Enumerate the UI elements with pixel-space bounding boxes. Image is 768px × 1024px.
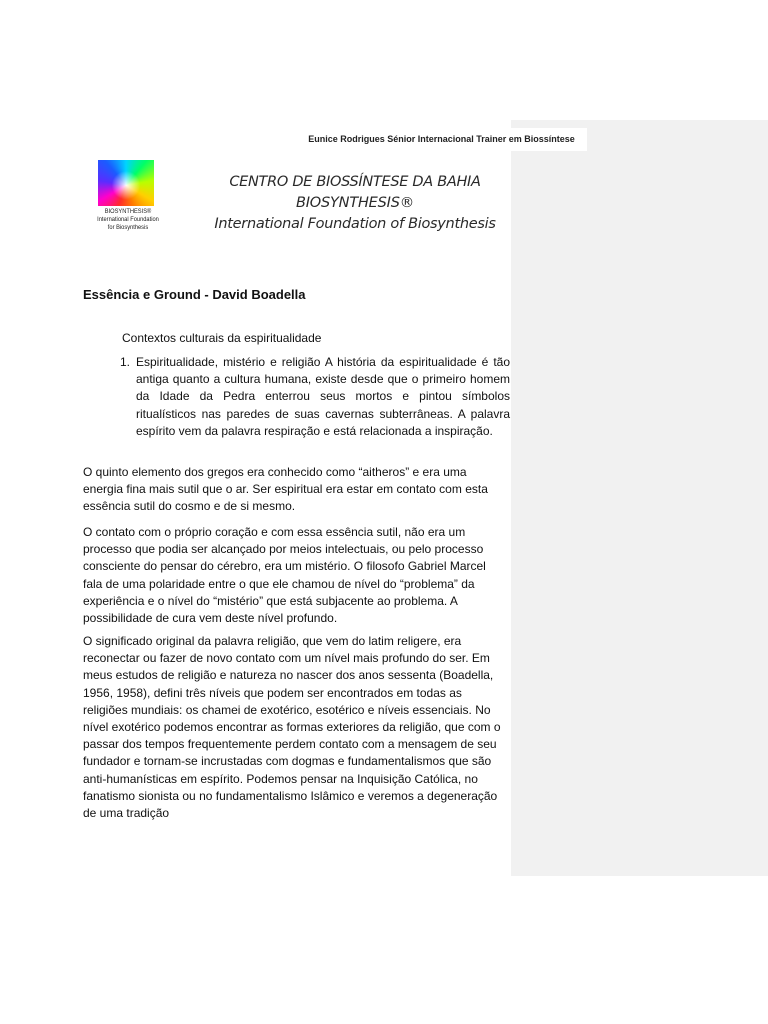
logo-caption-line: for Biosynthesis — [107, 224, 149, 232]
body-paragraph — [83, 524, 505, 627]
logo-caption-line: International Foundation — [97, 216, 159, 224]
comment-margin-pane — [511, 120, 768, 876]
body-paragraph — [83, 633, 505, 822]
body-paragraph — [83, 464, 505, 516]
list-item-number: 1. — [120, 355, 131, 369]
paragraph-text: O significado original da palavra religião, que vem do latim religere, era reconectar ou fazer de novo contato com um nível mais profundo do ser. Em meus estudos de religião e natureza no nascer dos anos sessenta (Boadella, 1956, 1958), defini três níveis que podem ser encontrados em todas as religiões mundiais: os chamei de exotérico, esotérico e níveis essenciais. No nível exotérico podemos encontrar as formas exteriores da religião, que com o passar dos tempos frequentemente perdem contato com a mensagem de seu fundador e tornam-se incrustadas com dogmas e fundamentalismos que são anti-humanísticas em espírito. Podemos pensar na Inquisição Católica, no fanatismo sionista ou no fundamentalismo Islâmico e veremos a degeneração de uma tradição — [83, 634, 501, 821]
list-item — [120, 354, 510, 440]
document-title: Essência e Ground - David Boadella — [83, 287, 306, 302]
paragraph-text: O contato com o próprio coração e com essa essência sutil, não era um processo que podia ser alcançado por meios intelectuais, ou pelo processo consciente do pensar do cérebro, era um mistério. O filosofo Gabriel Marcel fala de uma polaridade entre o que ele chamou de nível do “problema” da experiência e o nível do “mistério” que está subjacente ao problema. A possibilidade de cura vem deste nível profundo. — [83, 525, 486, 626]
banner-line-biosynthesis: BIOSYNTHESIS® — [295, 195, 415, 211]
organization-banner — [205, 172, 505, 235]
biosynthesis-logo-icon — [98, 160, 154, 206]
section-subheading: Contextos culturais da espiritualidade — [122, 331, 322, 345]
banner-line-centro: CENTRO DE BIOSSÍNTESE DA BAHIA — [229, 174, 481, 190]
list-item-text: Espiritualidade, mistério e religião A história da espiritualidade é tão antiga quanto a cultura humana, existe desde que o primeiro homem da Idade da Pedra enterrou seus mortos e pintou símbolos ritualísticos nas paredes de suas cavernas subterrâneas. A palavra espírito vem da palavra respiração e está relacionada a inspiração. — [136, 355, 510, 438]
numbered-list — [120, 354, 510, 440]
banner-line-foundation: International Foundation of Biosynthesis — [214, 216, 496, 232]
logo-caption-line: BIOSYNTHESIS® — [104, 208, 152, 215]
header-author-note: Eunice Rodrigues Sénior Internacional Trainer em Biossíntese — [296, 128, 587, 151]
paragraph-text: O quinto elemento dos gregos era conhecido como “aitheros” e era uma energia fina mais sutil que o ar. Ser espiritual era estar em contato com esta essência sutil do cosmo e de si mesmo. — [83, 465, 488, 514]
logo-caption — [95, 208, 162, 233]
